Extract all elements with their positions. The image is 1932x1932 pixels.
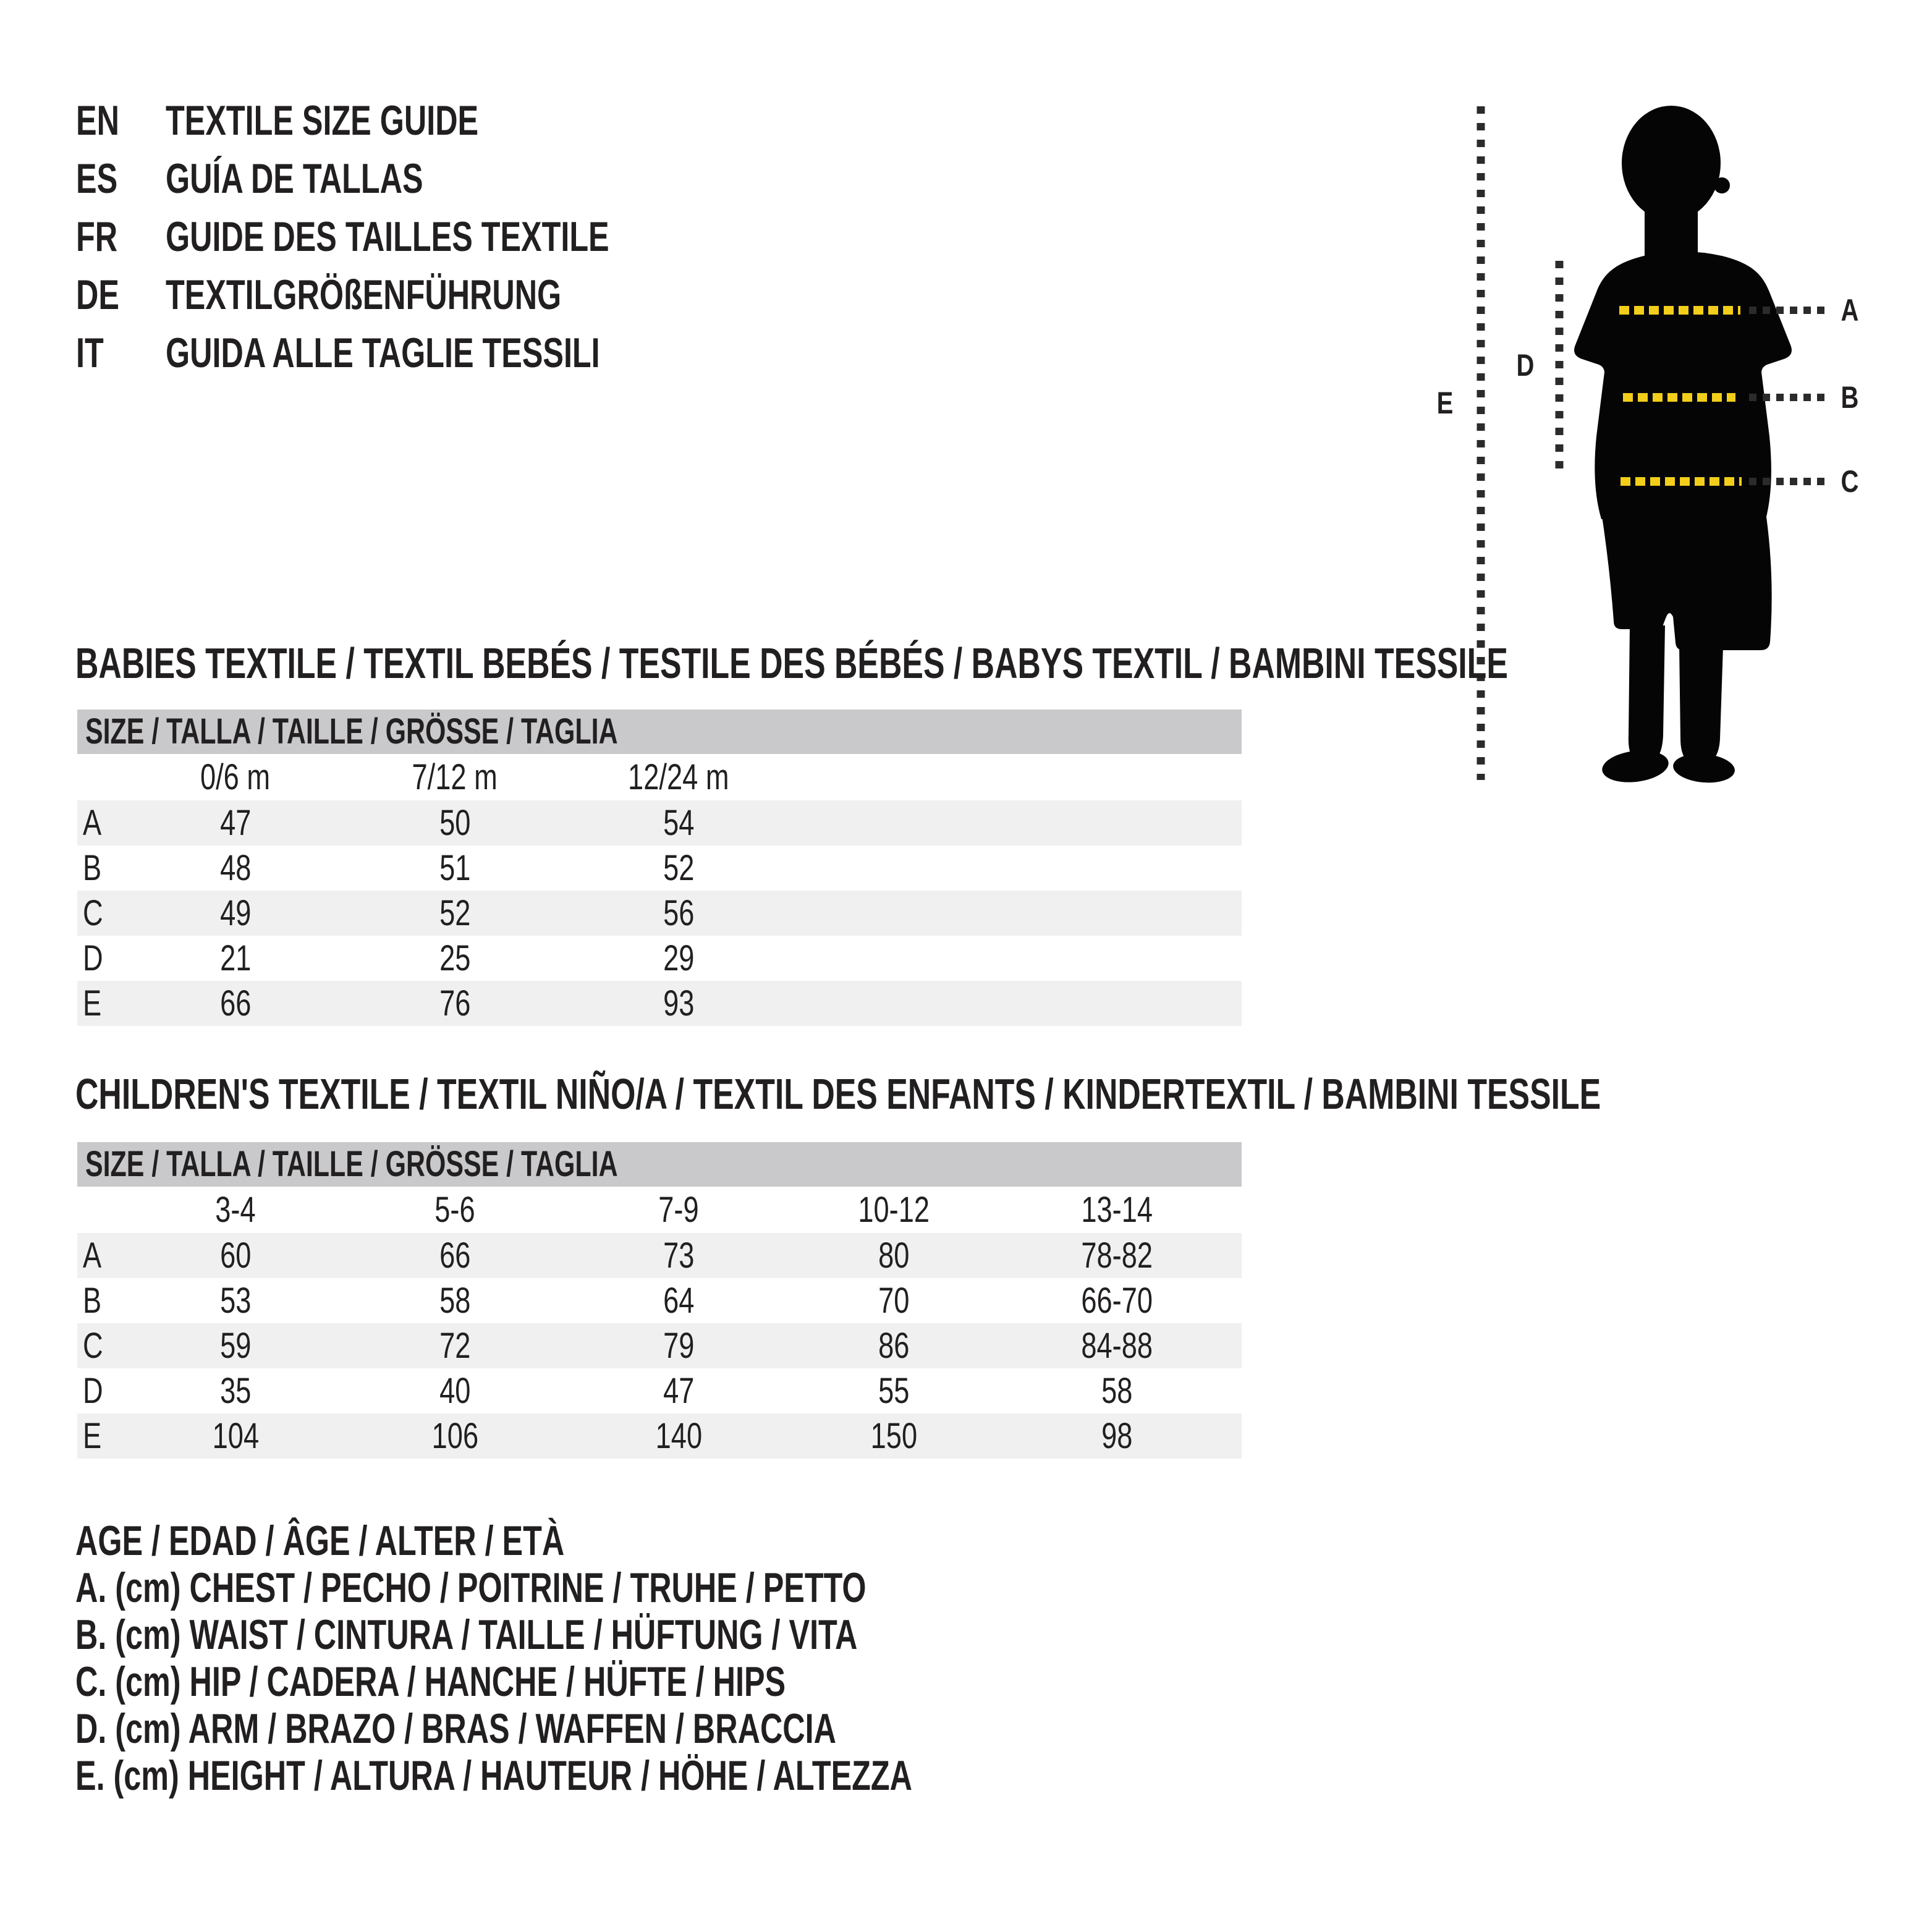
table-cell: 140	[655, 1416, 702, 1456]
table-cell: 58	[439, 1281, 471, 1321]
table-cell: 84-88	[1081, 1326, 1153, 1366]
header-line-en	[76, 91, 797, 150]
table-cell: 50	[439, 803, 471, 843]
table-cell: 29	[663, 938, 695, 978]
babies-section-title: BABIES TEXTILE / TEXTIL BEBÉS / TESTILE DES BÉBÉS / BABYS TEXTIL / BAMBINI TESSILE	[75, 639, 1508, 687]
table-row	[77, 845, 1242, 891]
table-row	[77, 800, 1242, 845]
table-cell: 70	[878, 1281, 910, 1321]
table-cell: 58	[1101, 1371, 1133, 1411]
table-cell: 52	[439, 893, 471, 933]
table-cell: 52	[663, 848, 695, 888]
table-cell: 40	[439, 1371, 471, 1411]
table-cell: 73	[663, 1235, 695, 1276]
row-label: A	[83, 1235, 102, 1276]
legend-line-age: AGE / EDAD / ÂGE / ALTER / ETÀ	[75, 1517, 565, 1564]
table-cell: 53	[219, 1281, 252, 1321]
table-cell: 72	[439, 1326, 471, 1366]
guide-title: TEXTILE SIZE GUIDE	[166, 97, 479, 144]
table-cell: 48	[219, 848, 252, 888]
table-cell: 79	[663, 1326, 695, 1366]
legend-line-hip: C. (cm) HIP / CADERA / HANCHE / HÜFTE / HIPS	[75, 1658, 786, 1705]
language-code: IT	[76, 329, 104, 376]
babies-size-table	[77, 710, 1242, 1026]
header-line-es	[76, 150, 797, 208]
table-cell: 47	[663, 1371, 695, 1411]
column-header: 10-12	[858, 1190, 930, 1230]
header-line-de	[76, 266, 797, 324]
guide-title: GUIDE DES TAILLES TEXTILE	[166, 213, 609, 260]
table-cell: 80	[878, 1235, 910, 1276]
column-header: 7/12 m	[412, 757, 498, 797]
row-label: B	[83, 1281, 102, 1321]
table-cell: 93	[663, 983, 695, 1023]
row-label: C	[83, 1326, 103, 1366]
table-cell: 21	[219, 938, 252, 978]
children-size-header-bar	[77, 1142, 1242, 1187]
table-cell: 66	[439, 1235, 471, 1276]
table-cell: 25	[439, 938, 471, 978]
table-row	[77, 1233, 1242, 1278]
table-row	[77, 1368, 1242, 1413]
babies-columns-row	[77, 754, 1242, 800]
table-cell: 49	[219, 893, 252, 933]
babies-size-header-bar	[77, 710, 1242, 754]
table-cell: 76	[439, 983, 471, 1023]
figure-label-d: D	[1516, 347, 1535, 383]
measurement-figure	[1421, 87, 1932, 803]
measurement-legend	[75, 1517, 1206, 1799]
column-header: 3-4	[215, 1190, 256, 1230]
table-cell: 64	[663, 1281, 695, 1321]
table-cell: 51	[439, 848, 471, 888]
size-header-label: SIZE / TALLA / TAILLE / GRÖSSE / TAGLIA	[85, 711, 618, 752]
figure-label-a: A	[1841, 292, 1859, 328]
figure-label-e: E	[1436, 385, 1454, 421]
language-code: ES	[76, 155, 118, 202]
column-header: 7-9	[658, 1190, 699, 1230]
table-row	[77, 981, 1242, 1026]
row-label: E	[83, 983, 102, 1023]
table-cell: 35	[219, 1371, 252, 1411]
row-label: C	[83, 893, 103, 933]
header-line-it	[76, 324, 797, 382]
table-cell: 66	[219, 983, 252, 1023]
table-cell: 86	[878, 1326, 910, 1366]
header-line-fr	[76, 208, 797, 266]
table-row	[77, 1278, 1242, 1323]
figure-label-b: B	[1841, 379, 1859, 415]
children-size-table	[77, 1142, 1242, 1459]
table-cell: 60	[219, 1235, 252, 1276]
children-columns-row	[77, 1187, 1242, 1233]
table-cell: 56	[663, 893, 695, 933]
row-label: E	[83, 1416, 102, 1456]
table-cell: 98	[1101, 1416, 1133, 1456]
row-label: B	[83, 848, 102, 888]
table-row	[77, 936, 1242, 981]
table-cell: 47	[219, 803, 252, 843]
language-code: FR	[76, 213, 118, 260]
legend-line-chest: A. (cm) CHEST / PECHO / POITRINE / TRUHE / PETTO	[75, 1564, 866, 1611]
children-section-title: CHILDREN'S TEXTILE / TEXTIL NIÑO/A / TEXTIL DES ENFANTS / KINDERTEXTIL / BAMBINI TESSILE	[75, 1070, 1601, 1118]
table-cell: 106	[431, 1416, 478, 1456]
table-cell: 59	[219, 1326, 252, 1366]
table-cell: 150	[870, 1416, 917, 1456]
language-guide-header	[76, 91, 797, 382]
guide-title: GUIDA ALLE TAGLIE TESSILI	[166, 329, 600, 376]
guide-title: GUÍA DE TALLAS	[166, 155, 423, 202]
table-row	[77, 1413, 1242, 1459]
table-cell: 55	[878, 1371, 910, 1411]
column-header: 12/24 m	[628, 757, 729, 797]
table-cell: 104	[212, 1416, 259, 1456]
row-label: A	[83, 803, 102, 843]
column-header: 5-6	[434, 1190, 475, 1230]
table-row	[77, 891, 1242, 936]
language-code: EN	[76, 97, 119, 144]
legend-line-arm: D. (cm) ARM / BRAZO / BRAS / WAFFEN / BRACCIA	[75, 1705, 836, 1752]
legend-line-height: E. (cm) HEIGHT / ALTURA / HAUTEUR / HÖHE / ALTEZZA	[75, 1752, 912, 1799]
size-header-label: SIZE / TALLA / TAILLE / GRÖSSE / TAGLIA	[85, 1144, 618, 1184]
figure-label-c: C	[1841, 464, 1859, 499]
table-cell: 54	[663, 803, 695, 843]
table-row	[77, 1323, 1242, 1368]
column-header: 13-14	[1081, 1190, 1153, 1230]
language-code: DE	[76, 271, 119, 318]
table-cell: 66-70	[1081, 1281, 1153, 1321]
column-header: 0/6 m	[200, 757, 271, 797]
legend-line-waist: B. (cm) WAIST / CINTURA / TAILLE / HÜFTUNG / VITA	[75, 1611, 858, 1658]
row-label: D	[83, 938, 103, 978]
table-cell: 78-82	[1081, 1235, 1153, 1276]
row-label: D	[83, 1371, 103, 1411]
guide-title: TEXTILGRÖßENFÜHRUNG	[166, 271, 562, 318]
